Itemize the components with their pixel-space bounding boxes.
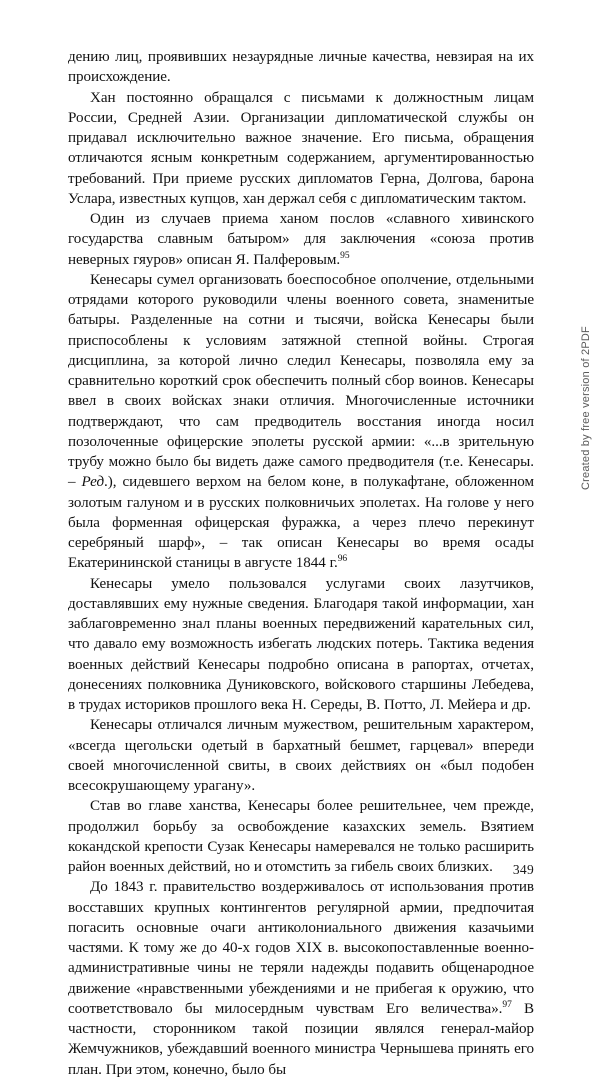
paragraph-continuation: дению лиц, проявивших незаурядные личные качества, невзирая на их происхождение. xyxy=(68,49,534,86)
paragraph-militia xyxy=(68,270,534,574)
paragraph-militia-text-after-editor-note: .), сидевшего верхом на белом коне, в полукафтане, обложенном золотым галуном и в русских полковничьих эполетах. На голове у него была форменная офицерская фуражка, а через плечо перекинут серебряный шарф», – так описан Кенесары во время осады Екатерининской станицы в августе 1844 г. xyxy=(68,474,534,572)
pdf-watermark: Created by free version of 2PDF xyxy=(580,326,592,490)
footnote-marker-96: 96 xyxy=(337,554,348,565)
paragraph-1843-text-before-note: До 1843 г. правительство воздерживалось от использования против восставших крупных контингентов регулярной армии, предпочитая погасить основные очаги антиколониального движения казачьими частями. К тому же до 40-х годов XIX в. высокопоставленные военно-административные чины не теряли надежды подавить общенародное движение «нравственными убеждениями и не прибегая к оружию, что соответствовало бы милосердным чувствам Его величества». xyxy=(68,879,534,1017)
page-number: 349 xyxy=(512,862,534,877)
footnote-marker-95: 95 xyxy=(340,250,350,261)
paragraph-scouts: Кенесары умело пользовался услугами своих лазутчиков, доставлявших ему нужные сведения. Благодаря такой информации, хан заблаговременно знал планы военных передвижений карательных сил, что давало ему возможность избегать людских потерь. Тактика ведения военных действий Кенесары подробно описана в рапортах, отчетах, донесениях полковника Дуниковского, войскового старшины Лебедева, в трудах историков прошлого века Н. Середы, В. Потто, Л. Мейера и др. xyxy=(68,575,534,713)
footnote-marker-97: 97 xyxy=(502,999,512,1010)
paragraph-1843-text-after-note: В частности, сторонником такой позиции являлся генерал-майор Жемчужников, убеждавший военного министра Чернышева принять его план. При этом, конечно, было бы xyxy=(68,1000,534,1078)
paragraph-suzak: Став во главе ханства, Кенесары более решительнее, чем прежде, продолжил борьбу за освобождение казахских земель. Взятием кокандской крепости Сузак Кенесары намеревался не только расширить район военных действий, но и отомстить за гибель своих близких. xyxy=(68,798,534,875)
paragraph-khan-letters: Хан постоянно обращался с письмами к должностным лицам России, Средней Азии. Организации дипломатической службы он придавал исключительно важное значение. Его письма, обращения отличаются ясным конкретным содержанием, аргументированностью требований. При приеме русских дипломатов Герна, Долгова, барона Услара, известных купцов, хан держал себя с дипломатическим тактом. xyxy=(68,89,534,207)
paragraph-1843 xyxy=(68,877,534,1080)
body-text-column xyxy=(68,47,534,1080)
paragraph-khiva-embassy-text: Один из случаев приема ханом послов «славного хивинского государства славным батыром» для заключения «союза против неверных гяуров» описан Я. Палферовым. xyxy=(68,211,534,268)
paragraph-militia-text-before-editor-note: Кенесары сумел организовать боеспособное ополчение, отдельными отрядами которого руководили члены военного совета, знаменитые батыры. Разделенные на сотни и тысячи, войска Кенесары были приспособлены к условиям затяжной степной войны. Строгая дисциплина, за которой лично следил Кенесары, позволяла ему за сравнительно короткий срок обеспечить полный сбор воинов. Кенесары ввел в своих войсках знаки отличия. Многочисленные источники подтверждают, что сам предводитель восстания иногда носил позолоченные офицерские эполеты русской армии: «...в зрительную трубу можно было бы видеть даже самого предводителя (т.е. Кенесары. – xyxy=(68,271,534,491)
editor-note-italic: Ред xyxy=(81,474,105,491)
paragraph-khiva-embassy xyxy=(68,209,534,270)
paragraph-courage: Кенесары отличался личным мужеством, решительным характером, «всегда щегольски одетый в бархатный бешмет, гарцевал» впереди своей многочисленной свиты, в своих действиях он «был подобен всесокрушающему урагану». xyxy=(68,717,534,794)
